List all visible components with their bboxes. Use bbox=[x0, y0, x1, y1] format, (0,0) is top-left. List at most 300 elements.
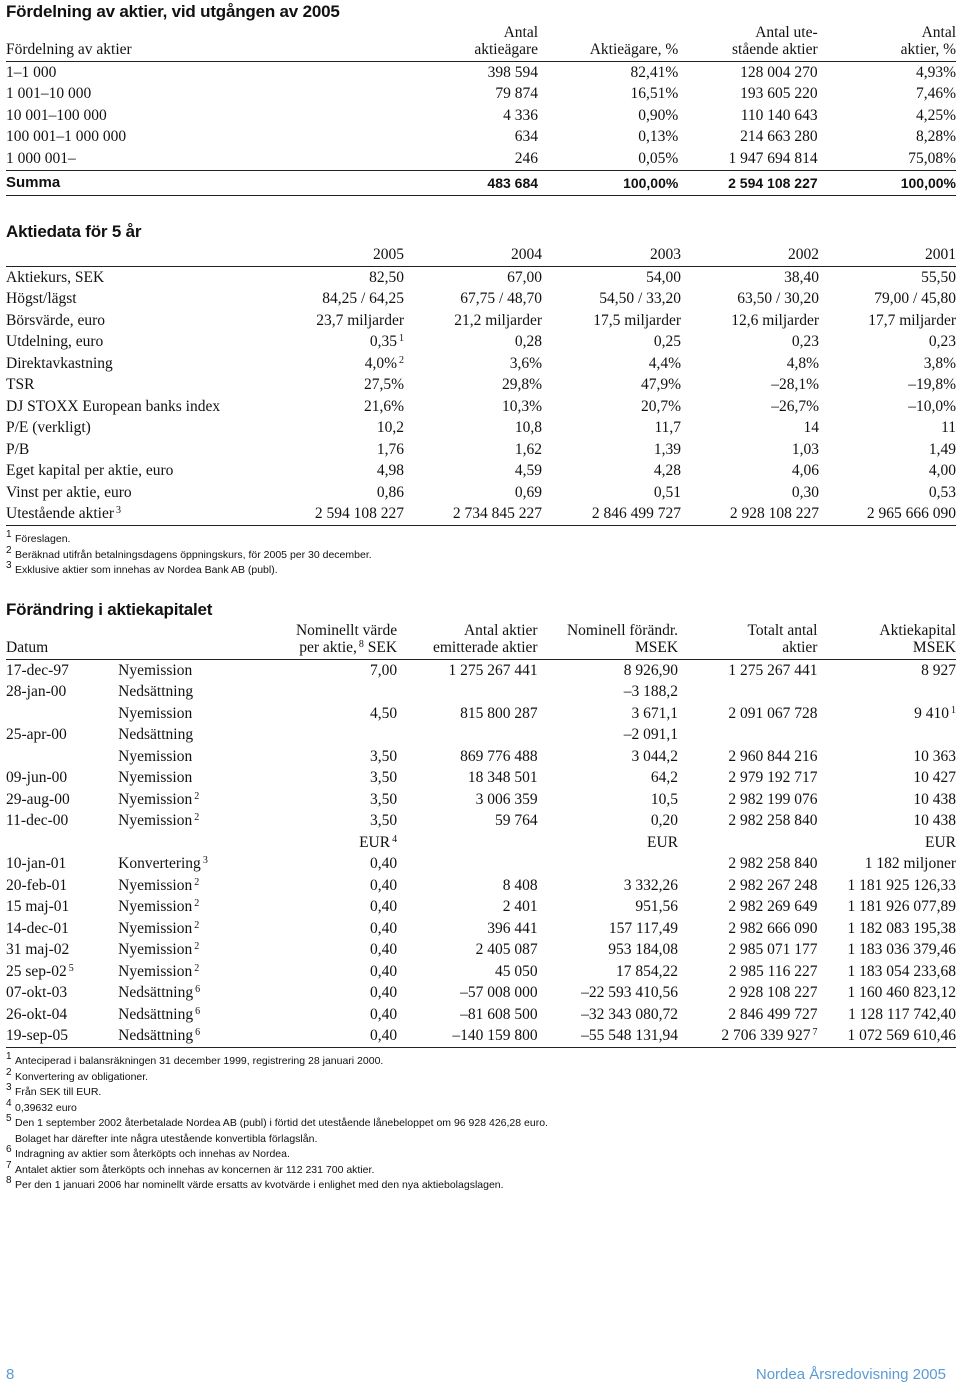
table-cell: 47,9% bbox=[640, 376, 681, 394]
table-cell: 2 928 108 227 bbox=[681, 504, 819, 526]
table-cell: 10 001–100 000 bbox=[6, 106, 107, 124]
table-cell: –28,1% bbox=[771, 376, 819, 394]
column-header: Nominell förändr. MSEK bbox=[566, 622, 679, 656]
table-cell: P/E (verkligt) bbox=[6, 419, 91, 437]
table-cell: 100,00% bbox=[538, 170, 678, 195]
table-cell: 2 734 845 227 bbox=[404, 504, 542, 526]
table-cell: 21,6% bbox=[363, 397, 404, 415]
column-header: 2005 bbox=[373, 246, 404, 263]
table-cell: Nyemission bbox=[118, 661, 193, 679]
table-cell: 28-jan-00 bbox=[6, 683, 67, 701]
table-cell: 869 776 488 bbox=[460, 747, 538, 765]
table-cell: –10,0% bbox=[908, 397, 956, 415]
table-cell: Nyemission $^2$ bbox=[118, 919, 200, 937]
table-cell: –32 343 080,72 bbox=[581, 1005, 679, 1023]
footnote: $^1$ Anteciperad i balansräkningen 31 december 1999, registrering 28 januari 2000. bbox=[6, 1051, 384, 1067]
table-cell: 1,76 bbox=[376, 440, 404, 458]
table-cell: 1 183 054 233,68 bbox=[847, 962, 956, 980]
table-cell: 2 594 108 227 bbox=[256, 504, 404, 526]
table-row bbox=[6, 811, 956, 833]
table-cell bbox=[259, 725, 397, 747]
table-cell: 3,50 bbox=[369, 769, 398, 787]
table-cell bbox=[678, 832, 817, 854]
table-cell: 0,40 bbox=[369, 962, 398, 980]
section-title: Förändring i aktiekapitalet bbox=[6, 600, 213, 619]
column-header: Antal aktieägare bbox=[474, 24, 539, 58]
table-cell: 214 663 280 bbox=[740, 128, 818, 146]
table-cell: Nedsättning $^6$ bbox=[118, 1026, 258, 1048]
column-header: Antal aktier, % bbox=[900, 24, 956, 58]
table-cell: 14 bbox=[803, 419, 819, 437]
table-cell: 2 982 258 840 bbox=[728, 812, 818, 830]
table-cell: 2 985 071 177 bbox=[728, 941, 818, 959]
footnote: $^7$ Antalet aktier som återköpts och innehas av koncernen är 112 231 700 aktier. bbox=[6, 1159, 375, 1176]
table-cell: 7,00 bbox=[369, 661, 398, 679]
table-cell: 4,00 bbox=[928, 462, 956, 480]
table-cell: 10,2 bbox=[376, 419, 404, 437]
table-cell: 1 181 926 077,89 bbox=[847, 898, 956, 916]
table-cell: 128 004 270 bbox=[740, 63, 818, 81]
table-row bbox=[6, 832, 956, 854]
table-cell: 20-feb-01 bbox=[6, 876, 68, 894]
table-cell: 59 764 bbox=[494, 812, 538, 830]
table-cell: 2 960 844 216 bbox=[728, 747, 818, 765]
table-cell: EUR bbox=[647, 833, 679, 851]
table-cell: EUR $^4$ bbox=[359, 833, 398, 851]
section-fordelning bbox=[6, 2, 956, 196]
table-row bbox=[6, 703, 956, 725]
table-cell: 4,4% bbox=[648, 354, 681, 372]
table-row bbox=[6, 918, 956, 940]
table-cell: 25-apr-00 bbox=[6, 726, 67, 744]
column-header: Antal aktier emitterade aktier bbox=[432, 622, 538, 656]
table-cell: 25 sep-02 $^5$ bbox=[6, 962, 74, 980]
table-cell: 953 184,08 bbox=[608, 941, 679, 959]
table-cell: –26,7% bbox=[771, 397, 819, 415]
table-cell: 29,8% bbox=[501, 376, 542, 394]
table-cell: 17,5 miljarder bbox=[593, 311, 681, 329]
table-cell: 4,06 bbox=[791, 462, 819, 480]
table-cell: 11,7 bbox=[654, 419, 681, 437]
table-cell: 0,25 bbox=[653, 333, 681, 351]
table-cell: 398 594 bbox=[487, 63, 539, 81]
section-title: Aktiedata för 5 år bbox=[6, 222, 142, 241]
capital-change-table bbox=[6, 622, 956, 1048]
table-cell: 0,23 bbox=[791, 333, 819, 351]
table-cell: Börsvärde, euro bbox=[6, 311, 105, 329]
table-cell: DJ STOXX European banks index bbox=[6, 397, 221, 415]
table-cell: 2 982 267 248 bbox=[728, 876, 818, 894]
table-cell: 17,7 miljarder bbox=[868, 311, 956, 329]
table-cell: 16,51% bbox=[630, 85, 679, 103]
table-cell: 4,25% bbox=[915, 106, 956, 124]
distribution-table bbox=[6, 24, 956, 196]
table-row bbox=[6, 289, 956, 311]
table-cell: 2 706 339 927 $^7$ bbox=[678, 1026, 817, 1048]
table-cell: EUR bbox=[925, 833, 956, 851]
table-cell: –55 548 131,94 bbox=[538, 1026, 678, 1048]
table-row bbox=[6, 1026, 956, 1048]
table-cell: Nedsättning bbox=[118, 683, 194, 701]
table-cell bbox=[817, 725, 956, 747]
table-cell: 0,40 bbox=[369, 855, 398, 873]
table-cell: Aktiekurs, SEK bbox=[6, 268, 105, 286]
table-cell: 31 maj-02 bbox=[6, 941, 70, 959]
table-cell: Nedsättning $^6$ bbox=[118, 984, 201, 1002]
table-cell: 2 405 087 bbox=[475, 941, 538, 959]
table-cell: –140 159 800 bbox=[397, 1026, 537, 1048]
table-cell: 0,40 bbox=[369, 876, 398, 894]
table-row bbox=[6, 768, 956, 790]
table-cell: 0,28 bbox=[514, 333, 542, 351]
footnote: $^3$ Exklusive aktier som innehas av Nordea Bank AB (publ). bbox=[6, 560, 278, 576]
table-cell: –22 593 410,56 bbox=[581, 984, 679, 1002]
table-cell: 21,2 miljarder bbox=[454, 311, 542, 329]
table-cell bbox=[397, 854, 537, 876]
table-cell: 07-okt-03 bbox=[6, 984, 68, 1002]
table-cell: 0,90% bbox=[638, 106, 679, 124]
table-cell: 110 140 643 bbox=[740, 106, 818, 124]
table-cell: 63,50 / 30,20 bbox=[737, 290, 819, 308]
table-cell: 0,30 bbox=[791, 483, 819, 501]
table-row bbox=[6, 148, 956, 170]
table-cell: 1 183 036 379,46 bbox=[847, 941, 956, 959]
table-cell: 2 979 192 717 bbox=[728, 769, 818, 787]
table-cell: 8,28% bbox=[915, 128, 956, 146]
table-cell: 54,00 bbox=[646, 268, 681, 286]
column-header: Datum bbox=[6, 639, 49, 656]
column-header: Antal ute- stående aktier bbox=[732, 24, 818, 58]
table-cell: 0,40 bbox=[369, 1005, 398, 1023]
table-cell: 396 441 bbox=[487, 919, 538, 937]
table-cell: Konvertering $^3$ bbox=[118, 855, 208, 873]
table-cell: 79,00 / 45,80 bbox=[874, 290, 956, 308]
section-forandring bbox=[6, 600, 956, 1194]
table-cell: 15 maj-01 bbox=[6, 898, 70, 916]
table-row bbox=[6, 983, 956, 1005]
table-row bbox=[6, 504, 956, 526]
table-cell: 0,40 bbox=[259, 1026, 397, 1048]
table-cell: 0,40 bbox=[369, 919, 398, 937]
table-cell: 45 050 bbox=[494, 962, 538, 980]
table-cell: –57 008 000 bbox=[460, 984, 538, 1002]
table-cell: 10 427 bbox=[913, 769, 956, 787]
table-cell: 2 982 258 840 bbox=[728, 855, 818, 873]
footnote: $^3$ Från SEK till EUR. bbox=[6, 1082, 102, 1098]
table-cell: 2 846 499 727 bbox=[542, 504, 681, 526]
table-row bbox=[6, 332, 956, 354]
table-row bbox=[6, 439, 956, 461]
table-row bbox=[6, 418, 956, 440]
table-cell: 2 982 199 076 bbox=[728, 790, 818, 808]
table-cell: 100 001–1 000 000 bbox=[6, 128, 127, 146]
table-cell: 3,50 bbox=[369, 812, 398, 830]
table-cell: 79 874 bbox=[495, 85, 539, 103]
footer-title: Nordea Årsredovisning 2005 bbox=[755, 1366, 946, 1383]
table-cell: 1 947 694 814 bbox=[728, 149, 818, 167]
table-cell: 1,03 bbox=[791, 440, 819, 458]
table-cell: Eget kapital per aktie, euro bbox=[6, 462, 174, 480]
table-cell: 17-dec-97 bbox=[6, 661, 69, 679]
table-cell: 7,46% bbox=[915, 85, 956, 103]
table-row bbox=[6, 267, 956, 289]
table-cell: 3,8% bbox=[923, 354, 956, 372]
table-cell: 1 182 miljoner bbox=[864, 855, 956, 873]
table-cell: 1 128 117 742,40 bbox=[848, 1005, 956, 1023]
table-cell: Vinst per aktie, euro bbox=[6, 483, 132, 501]
table-cell: 1 160 460 823,12 bbox=[847, 984, 956, 1002]
table-cell: 8 926,90 bbox=[623, 661, 679, 679]
table-cell bbox=[397, 682, 537, 704]
table-cell: 10 438 bbox=[913, 790, 956, 808]
table-row bbox=[6, 62, 956, 84]
summa-row bbox=[6, 170, 956, 195]
table-cell: 23,7 miljarder bbox=[316, 311, 404, 329]
table-row bbox=[6, 897, 956, 919]
column-header: 2002 bbox=[788, 246, 819, 263]
table-row bbox=[6, 105, 956, 127]
table-cell: 10,5 bbox=[650, 790, 679, 808]
table-cell: 84,25 / 64,25 bbox=[322, 290, 404, 308]
table-cell: TSR bbox=[6, 376, 35, 394]
table-cell: 11 bbox=[941, 419, 956, 437]
table-cell: 18 348 501 bbox=[467, 769, 538, 787]
table-cell: 1 275 267 441 bbox=[728, 661, 818, 679]
section-title: Fördelning av aktier, vid utgången av 2005 bbox=[6, 2, 340, 21]
column-header: Aktieägare, % bbox=[589, 41, 679, 58]
table-cell: 3 044,2 bbox=[631, 747, 679, 765]
column-header: Nominellt värde per aktie, $^8$ SEK bbox=[295, 622, 398, 656]
table-cell: 4,98 bbox=[376, 462, 404, 480]
table-row bbox=[6, 353, 956, 375]
table-cell: 4,28 bbox=[653, 462, 681, 480]
table-cell bbox=[538, 854, 678, 876]
table-cell: Nedsättning $^6$ bbox=[118, 1005, 201, 1023]
table-cell: 2 846 499 727 bbox=[728, 1005, 818, 1023]
table-row bbox=[6, 961, 956, 983]
table-cell: Utestående aktier $^3$ bbox=[6, 504, 256, 526]
table-header bbox=[6, 24, 956, 62]
table-cell: Nyemission $^2$ bbox=[118, 898, 200, 916]
table-cell: 2 985 116 227 bbox=[728, 962, 818, 980]
table-cell: –81 608 500 bbox=[460, 1005, 538, 1023]
column-header: Fördelning av aktier bbox=[6, 41, 132, 58]
table-cell: 2 091 067 728 bbox=[728, 704, 818, 722]
share-data-table bbox=[6, 244, 956, 526]
column-header: 2004 bbox=[511, 246, 542, 263]
table-cell: 1–1 000 bbox=[6, 63, 57, 81]
table-cell: 0,05% bbox=[638, 149, 679, 167]
table-cell bbox=[6, 746, 118, 768]
table-cell: 10,8 bbox=[514, 419, 542, 437]
footnote: $^6$ Indragning av aktier som återköpts och innehas av Nordea. bbox=[6, 1144, 290, 1160]
table-cell: 815 800 287 bbox=[460, 704, 538, 722]
footnote: Bolaget har därefter inte några utestående konvertibla förlagslån. bbox=[15, 1132, 318, 1145]
table-cell: 2 982 269 649 bbox=[728, 898, 818, 916]
table-cell: 0,53 bbox=[928, 483, 956, 501]
table-row bbox=[6, 375, 956, 397]
table-cell: 27,5% bbox=[363, 376, 404, 394]
footnote: $^4$ 0,39632 euro bbox=[6, 1097, 77, 1114]
table-cell bbox=[6, 832, 118, 854]
table-cell: 3 332,26 bbox=[623, 876, 679, 894]
table-cell: 2 982 666 090 bbox=[728, 919, 818, 937]
table-row bbox=[6, 725, 956, 747]
table-row bbox=[6, 310, 956, 332]
table-cell bbox=[678, 725, 817, 747]
table-cell: 1,49 bbox=[928, 440, 956, 458]
section-aktiedata bbox=[6, 222, 956, 579]
table-cell: 1 182 083 195,38 bbox=[847, 919, 956, 937]
table-cell: 12,6 miljarder bbox=[731, 311, 819, 329]
table-row bbox=[6, 1004, 956, 1026]
table-cell: 82,50 bbox=[369, 268, 404, 286]
table-cell bbox=[397, 832, 537, 854]
table-row bbox=[6, 84, 956, 106]
table-cell: 10,3% bbox=[501, 397, 542, 415]
table-cell: 19-sep-05 bbox=[6, 1026, 118, 1048]
table-cell: 29-aug-00 bbox=[6, 790, 70, 808]
table-cell: 634 bbox=[514, 128, 539, 146]
table-cell: 3,6% bbox=[509, 354, 542, 372]
page-number: 8 bbox=[6, 1366, 15, 1383]
table-cell: 0,51 bbox=[653, 483, 681, 501]
table-cell: 2 401 bbox=[502, 898, 538, 916]
table-cell: 3 671,1 bbox=[631, 704, 679, 722]
footnotes bbox=[6, 1051, 956, 1194]
table-cell: 4 336 bbox=[503, 106, 539, 124]
table-cell: Nyemission $^2$ bbox=[118, 876, 200, 894]
footnote: $^5$ Den 1 september 2002 återbetalade Nordea AB (publ) i förtid det utestående lånebeloppet om 96 928 426,28 euro. bbox=[6, 1113, 548, 1129]
table-cell: 1 000 001– bbox=[6, 149, 76, 167]
table-cell: P/B bbox=[6, 440, 30, 458]
table-cell: 0,86 bbox=[376, 483, 404, 501]
table-cell bbox=[397, 725, 537, 747]
table-cell: 10 363 bbox=[913, 747, 956, 765]
table-cell: 0,69 bbox=[514, 483, 542, 501]
table-cell: Nyemission $^2$ bbox=[118, 812, 200, 830]
table-cell: 67,75 / 48,70 bbox=[460, 290, 542, 308]
table-cell: 8 927 bbox=[921, 661, 956, 679]
table-cell: 1 072 569 610,46 bbox=[817, 1026, 956, 1048]
table-cell: –19,8% bbox=[908, 376, 956, 394]
column-header: 2001 bbox=[925, 246, 956, 263]
table-cell: 1 001–10 000 bbox=[6, 85, 92, 103]
table-cell: 483 684 bbox=[238, 170, 538, 195]
table-cell: 82,41% bbox=[630, 63, 679, 81]
table-row bbox=[6, 396, 956, 418]
table-header bbox=[6, 244, 956, 267]
table-cell: 38,40 bbox=[784, 268, 819, 286]
table-cell: 100,00% bbox=[818, 170, 956, 195]
column-header: 2003 bbox=[650, 246, 681, 263]
table-cell: 0,40 bbox=[369, 984, 398, 1002]
table-cell bbox=[259, 682, 397, 704]
table-cell: 9 410 $^1$ bbox=[914, 704, 956, 722]
footnote: $^1$ Föreslagen. bbox=[6, 529, 71, 545]
table-cell: 09-jun-00 bbox=[6, 769, 68, 787]
table-row bbox=[6, 746, 956, 768]
table-cell: 10-jan-01 bbox=[6, 855, 67, 873]
table-cell: Högst/lägst bbox=[6, 290, 77, 308]
table-row bbox=[6, 461, 956, 483]
table-cell: Nyemission $^2$ bbox=[118, 962, 200, 980]
table-cell: 11-dec-00 bbox=[6, 812, 69, 830]
table-cell: 1 275 267 441 bbox=[448, 661, 538, 679]
footnotes bbox=[6, 529, 956, 579]
table-cell: 193 605 220 bbox=[740, 85, 818, 103]
table-cell: 2 594 108 227 bbox=[678, 170, 817, 195]
table-cell: 951,56 bbox=[635, 898, 679, 916]
table-cell: Nyemission bbox=[118, 747, 193, 765]
footnote: $^2$ Beräknad utifrån betalningsdagens öppningskurs, för 2005 per 30 december. bbox=[6, 544, 372, 561]
table-cell: Nyemission $^2$ bbox=[118, 790, 200, 808]
table-cell bbox=[6, 703, 118, 725]
table-cell: 0,35 $^1$ bbox=[369, 333, 404, 351]
table-cell: 20,7% bbox=[640, 397, 681, 415]
footnote: $^2$ Konvertering av obligationer. bbox=[6, 1066, 149, 1083]
table-cell: 55,50 bbox=[921, 268, 956, 286]
table-row bbox=[6, 875, 956, 897]
table-cell: 0,20 bbox=[650, 812, 679, 830]
column-header: Totalt antal aktier bbox=[747, 622, 818, 656]
table-cell: 4,8% bbox=[786, 354, 819, 372]
table-cell: –3 188,2 bbox=[623, 683, 679, 701]
column-header: Aktiekapital MSEK bbox=[879, 622, 956, 656]
table-row bbox=[6, 854, 956, 876]
table-cell: 4,50 bbox=[369, 704, 398, 722]
table-row bbox=[6, 789, 956, 811]
table-cell: 3 006 359 bbox=[475, 790, 538, 808]
table-cell: 0,23 bbox=[928, 333, 956, 351]
table-cell: 3,50 bbox=[369, 747, 398, 765]
table-cell: 0,13% bbox=[638, 128, 679, 146]
table-cell: Utdelning, euro bbox=[6, 333, 104, 351]
table-cell: 157 117,49 bbox=[608, 919, 679, 937]
table-row bbox=[6, 682, 956, 704]
table-cell: 1,62 bbox=[514, 440, 542, 458]
table-cell: Direktavkastning bbox=[6, 354, 113, 372]
table-cell: Nyemission $^2$ bbox=[118, 941, 200, 959]
table-cell: 4,93% bbox=[915, 63, 956, 81]
table-cell: 10 438 bbox=[913, 812, 956, 830]
table-cell: 0,40 bbox=[369, 898, 398, 916]
table-row bbox=[6, 482, 956, 504]
table-cell: Nyemission bbox=[118, 704, 193, 722]
table-row bbox=[6, 127, 956, 149]
table-row bbox=[6, 940, 956, 962]
table-row bbox=[6, 660, 956, 682]
table-cell: 0,40 bbox=[369, 941, 398, 959]
table-cell: 54,50 / 33,20 bbox=[599, 290, 681, 308]
table-cell: 67,00 bbox=[507, 268, 542, 286]
table-cell bbox=[118, 832, 258, 854]
table-cell: 75,08% bbox=[908, 149, 956, 167]
table-cell bbox=[678, 682, 817, 704]
table-cell: 26-okt-04 bbox=[6, 1005, 68, 1023]
table-header bbox=[6, 622, 956, 660]
table-cell: 17 854,22 bbox=[616, 962, 679, 980]
table-cell: 2 965 666 090 bbox=[819, 504, 956, 526]
table-cell: 1 181 925 126,33 bbox=[847, 876, 956, 894]
table-cell: 2 928 108 227 bbox=[728, 984, 818, 1002]
table-cell: 246 bbox=[514, 149, 539, 167]
table-cell: 3,50 bbox=[369, 790, 398, 808]
footnote: $^8$ Per den 1 januari 2006 har nominellt värde ersatts av kvotvärde i enlighet med den nya aktiebolagslagen. bbox=[6, 1175, 504, 1191]
table-cell bbox=[817, 682, 956, 704]
table-cell: 4,59 bbox=[514, 462, 542, 480]
table-cell: Nedsättning bbox=[118, 726, 194, 744]
